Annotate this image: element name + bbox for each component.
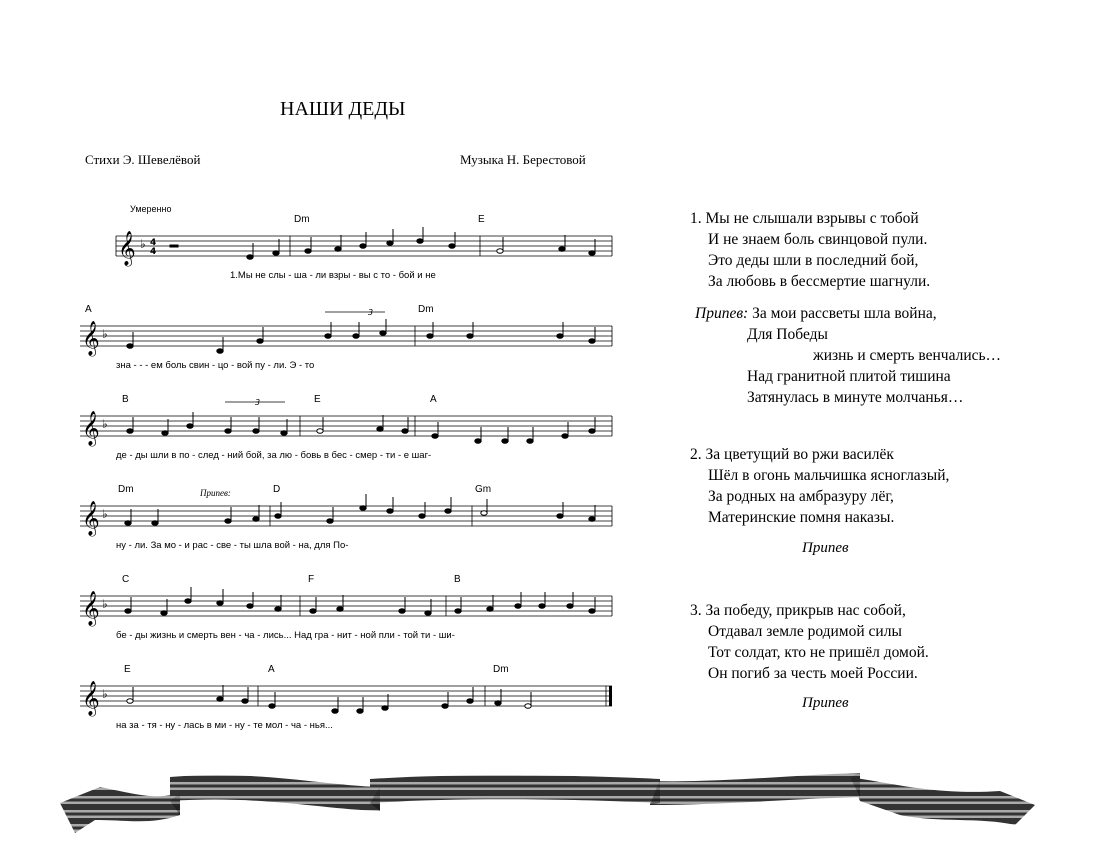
verse-line: Над гранитной плитой тишина bbox=[747, 368, 951, 385]
chorus-label: Припев: bbox=[695, 305, 749, 322]
music-system-3 bbox=[80, 390, 620, 480]
music-system-2 bbox=[80, 300, 620, 390]
lyrics-line: бе - ды жизнь и смерть вен - ча - лись... Над гра - нит - ной пли - той ти - ши- bbox=[116, 630, 455, 641]
chord-label: A bbox=[85, 304, 92, 315]
verse-line: За мои рассветы шла война, bbox=[752, 305, 937, 322]
chord-label: B bbox=[122, 394, 129, 405]
svg-text:𝄞: 𝄞 bbox=[82, 591, 100, 626]
svg-text:𝄞: 𝄞 bbox=[82, 501, 100, 536]
verse-line: Для Победы bbox=[747, 326, 828, 343]
lyrics-line: на за - тя - ну - лась в ми - ну - те мол - ча - нья... bbox=[116, 720, 333, 731]
verse-2 bbox=[690, 444, 949, 528]
svg-text:♭: ♭ bbox=[102, 507, 108, 521]
chord-label: D bbox=[273, 484, 281, 495]
verse-1 bbox=[690, 208, 930, 292]
lyrics-line: ну - ли. За мо - и рас - све - ты шла вой - на, для По- bbox=[116, 540, 349, 551]
svg-text:♭: ♭ bbox=[140, 237, 146, 251]
music-system-5 bbox=[80, 570, 620, 660]
chorus-reference: Припев bbox=[802, 695, 849, 711]
verse-3 bbox=[690, 600, 929, 684]
lyrics-line: зна - - - ем боль свин - цо - вой пу - ли. Э - то bbox=[116, 360, 315, 371]
staff-5 bbox=[80, 570, 620, 630]
song-title: НАШИ ДЕДЫ bbox=[280, 98, 406, 120]
staff-4 bbox=[80, 480, 620, 540]
verse-line: Тот солдат, кто не пришёл домой. bbox=[708, 644, 929, 661]
verse-line: 2. За цветущий во ржи василёк bbox=[690, 446, 894, 463]
svg-text:♭: ♭ bbox=[102, 417, 108, 431]
verse-line: жизнь и смерть венчались… bbox=[813, 347, 1002, 364]
music-system-6 bbox=[80, 660, 620, 750]
lyrics-credit: Стихи Э. Шевелёвой bbox=[85, 152, 201, 167]
verse-line: За любовь в бессмертие шагнули. bbox=[708, 273, 931, 290]
staff-2 bbox=[80, 300, 620, 360]
verse-line: Затянулась в минуте молчанья… bbox=[747, 389, 964, 406]
music-system-1 bbox=[80, 210, 620, 300]
svg-text:4: 4 bbox=[150, 247, 157, 257]
tempo-marking: Умеренно bbox=[130, 204, 172, 214]
svg-text:𝄞: 𝄞 bbox=[82, 681, 100, 716]
chord-label: A bbox=[430, 394, 437, 405]
svg-text:𝄞: 𝄞 bbox=[118, 231, 136, 266]
chord-label: Dm bbox=[294, 214, 310, 225]
chord-label: B bbox=[454, 574, 461, 585]
verse-line: Он погиб за честь моей России. bbox=[708, 665, 918, 682]
verse-line: 1. Мы не слышали взрывы с тобой bbox=[690, 210, 919, 227]
svg-text:♭: ♭ bbox=[102, 597, 108, 611]
chord-label: Dm bbox=[118, 484, 134, 495]
chorus-reference: Припев bbox=[802, 540, 849, 556]
chord-label: C bbox=[122, 574, 130, 585]
triplet-mark: 3 bbox=[368, 308, 374, 317]
chord-label: F bbox=[308, 574, 315, 585]
svg-text:♭: ♭ bbox=[102, 687, 108, 701]
chord-label: E bbox=[124, 664, 131, 675]
staff-1 bbox=[80, 210, 620, 270]
st-george-ribbon-decoration bbox=[60, 765, 1040, 840]
svg-text:♭: ♭ bbox=[102, 327, 108, 341]
svg-text:4: 4 bbox=[150, 238, 157, 248]
lyrics-line: де - ды шли в по - след - ний бой, за лю - бовь в бес - смер - ти - е шаг- bbox=[116, 450, 432, 461]
chord-label: A bbox=[268, 664, 275, 675]
svg-text:𝄞: 𝄞 bbox=[82, 411, 100, 446]
verse-line: За родных на амбразуру лёг, bbox=[708, 488, 894, 505]
lyrics-line: 1.Мы не слы - ша - ли взры - вы с то - бой и не bbox=[230, 270, 436, 281]
staff-3 bbox=[80, 390, 620, 450]
verse-line: Отдавал земле родимой силы bbox=[708, 623, 902, 640]
music-system-4 bbox=[80, 480, 620, 570]
chorus bbox=[695, 303, 1001, 408]
music-credit: Музыка Н. Берестовой bbox=[460, 152, 586, 167]
verse-line: Это деды шли в последний бой, bbox=[708, 252, 919, 269]
verse-line: 3. За победу, прикрыв нас собой, bbox=[690, 602, 906, 619]
chord-label: E bbox=[314, 394, 321, 405]
triplet-mark: 3 bbox=[255, 398, 261, 407]
verse-line: И не знаем боль свинцовой пули. bbox=[708, 231, 928, 248]
verse-line: Материнские помня наказы. bbox=[708, 509, 895, 526]
verse-line: Шёл в огонь мальчишка ясноглазый, bbox=[708, 467, 950, 484]
svg-text:𝄞: 𝄞 bbox=[82, 321, 100, 356]
chord-label: Dm bbox=[493, 664, 509, 675]
chord-label: E bbox=[478, 214, 485, 225]
chord-label: Gm bbox=[475, 484, 492, 495]
chord-label: Dm bbox=[418, 304, 434, 315]
refrain-marker: Припев: bbox=[200, 488, 231, 498]
staff-6 bbox=[80, 660, 620, 720]
